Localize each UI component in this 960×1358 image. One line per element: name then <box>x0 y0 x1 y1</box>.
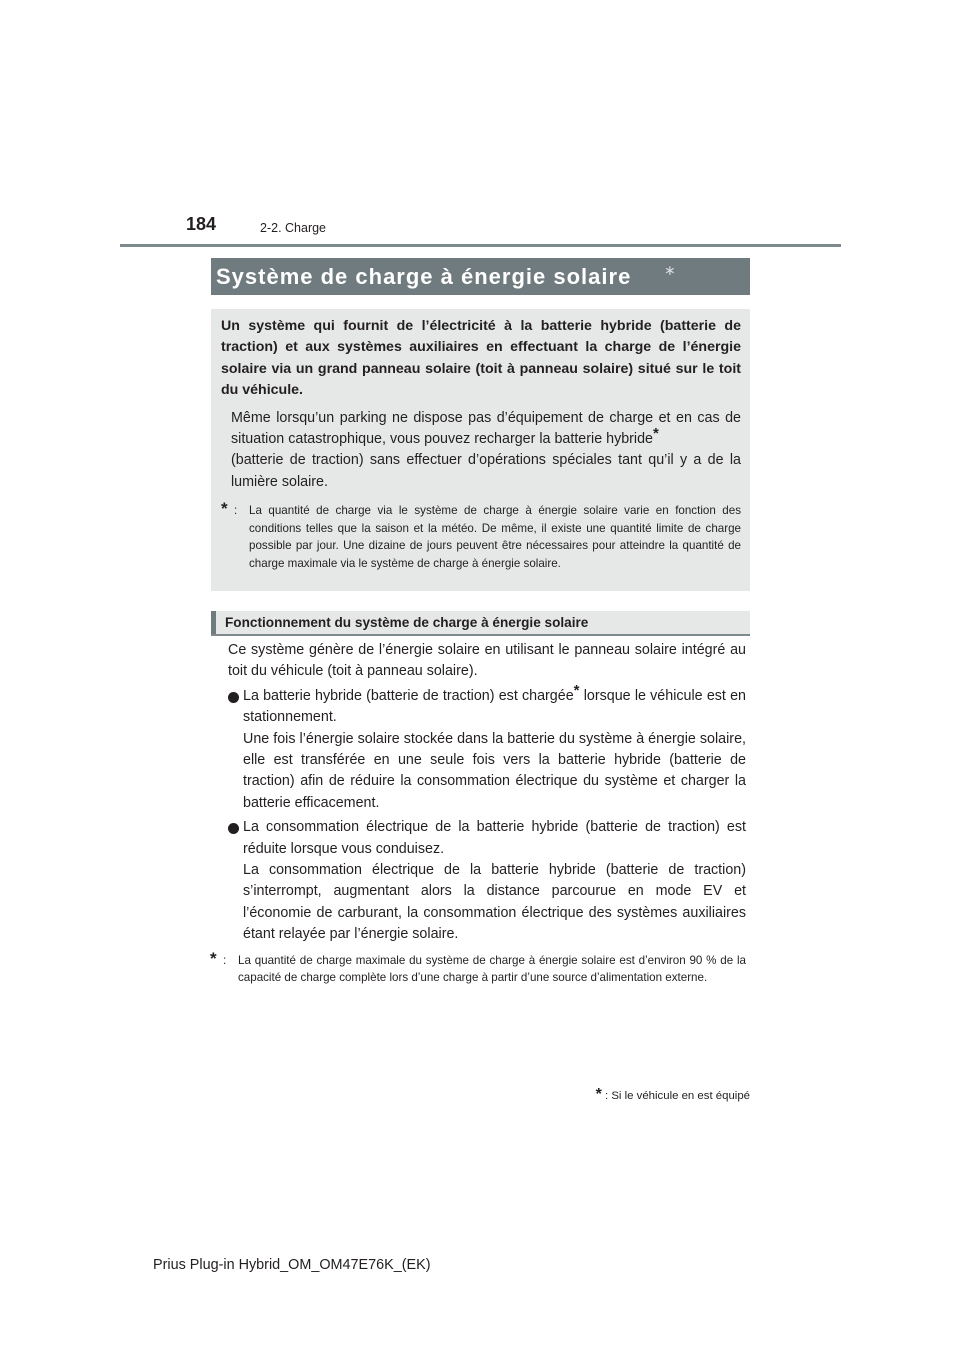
bullet-text-2: lorsque le véhicule est en stationnement. <box>243 687 746 726</box>
intro-footnote-text: La quantité de charge via le système de charge à énergie solaire varie en fonction des conditions telles que la saison et la météo. De même, il existe une quantité limite de charge possible par jour. Une dizaine de jours peuvent être nécessaires pour atteindre la quantité de charge maximale via le système de charge à énergie solaire. <box>249 504 741 571</box>
footnote-star-icon: * <box>221 499 228 519</box>
equipment-note-text: : Si le véhicule en est équipé <box>604 1090 750 1102</box>
page-title: Système de charge à énergie solaire <box>216 264 632 289</box>
bullet-detail-charging: Une fois l’énergie solaire stockée dans la batterie du système à énergie solaire, elle est transférée en une seule fois vers la batterie hybride (batterie de traction) afin de réduire la consommation électrique du système et charger la batterie efficacement. <box>243 730 746 811</box>
intro-paragraph-text-2: (batterie de traction) sans effectuer d’opérations spéciales tant qu’il y a de la lumière solaire. <box>231 452 741 490</box>
footnote-colon: : <box>223 953 227 967</box>
footnote-reference: * <box>653 425 659 443</box>
subsection-title: Fonctionnement du système de charge à énergie solaire <box>225 615 589 630</box>
equipment-star-icon: * <box>595 1086 602 1103</box>
subsection-footnote-text: La quantité de charge maximale du système de charge à énergie solaire est d’environ 90 % de la capacité de charge complète lors d’une charge à partir d’une source d’alimentation externe. <box>238 953 746 985</box>
intro-box <box>211 309 750 591</box>
intro-lead: Un système qui fournit de l’électricité à la batterie hybride (batterie de traction) et aux systèmes auxiliaires en effectuant la charge de l’énergie solaire via un grand panneau solaire (toit à panneau solaire) situé sur le toit du véhicule. <box>221 318 741 399</box>
subsection-footnote <box>210 948 746 987</box>
bullet-icon <box>228 823 239 834</box>
bullet-detail-consumption: La consommation électrique de la batterie hybride (batterie de traction) s’interrompt, augmentant alors la distance parcourue en mode EV et l’économie de carburant, la consommation électrique des systèmes auxiliaires étant relayée par l’énergie solaire. <box>243 862 746 943</box>
bullet-item-charging <box>210 681 746 729</box>
optional-equipment-marker: ∗ <box>664 262 676 278</box>
page-number: 184 <box>186 214 217 234</box>
subsection-lead: Ce système génère de l’énergie solaire en utilisant le panneau solaire intégré au toit du véhicule (toit à panneau solaire). <box>228 642 746 680</box>
footnote-star-icon: * <box>210 948 217 968</box>
footnote-reference: * <box>573 681 580 699</box>
subsection-title-bar <box>211 611 750 636</box>
bullet-text-3: La consommation électrique de la batterie hybride (batterie de traction) est réduite lorsque vous conduisez. <box>243 819 746 857</box>
subsection-body <box>210 640 746 987</box>
equipment-note <box>560 1086 750 1104</box>
bullet-icon <box>228 692 239 703</box>
section-label: 2-2. Charge <box>260 221 327 235</box>
footnote-colon: : <box>234 504 238 518</box>
intro-footnote <box>221 499 741 572</box>
bullet-text-1: La batterie hybride (batterie de traction) est chargée <box>243 687 574 704</box>
section-title-bar <box>211 258 750 295</box>
intro-paragraph-text-1: Même lorsqu’un parking ne dispose pas d’équipement de charge et en cas de situation catastrophique, vous pouvez recharger la batterie hybride <box>231 409 741 448</box>
bullet-item-consumption <box>210 817 746 860</box>
intro-paragraph <box>231 408 741 494</box>
header-rule <box>120 244 841 247</box>
page-footer: Prius Plug-in Hybrid_OM_OM47E76K_(EK) <box>153 1257 431 1273</box>
